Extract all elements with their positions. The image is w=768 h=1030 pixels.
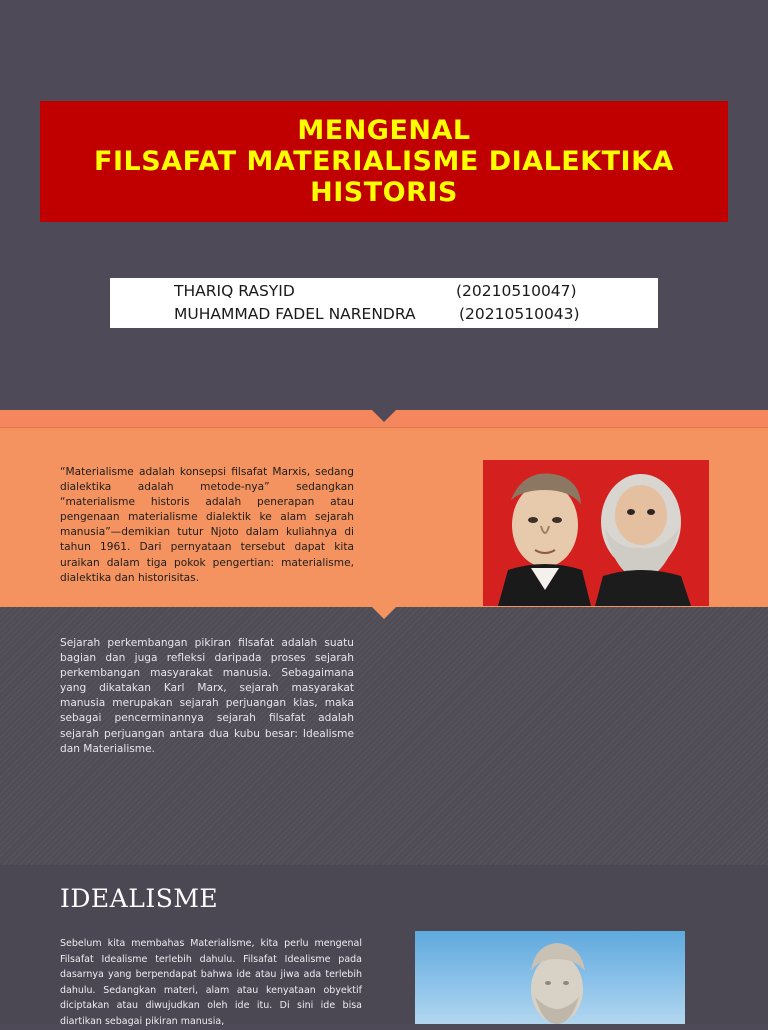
author-id: (20210510043) — [459, 305, 580, 323]
history-paragraph: Sejarah perkembangan pikiran filsafat adalah suatu bagian dan juga refleksi daripada proses sejarah perkembangan masyarakat manusia. Sebagaimana yang dikatakan Karl Marx, sejarah masyarakat manusia merupakan sejarah perjuangan klas, maka sebagai pencerminannya sejarah filsafat adalah sejarah perjuangan antara dua kubu besar: Idealisme dan Materialisme. — [60, 637, 354, 755]
author-name: THARIQ RASYID — [174, 282, 295, 300]
section-heading: IDEALISME — [60, 884, 219, 913]
title-banner — [40, 101, 728, 222]
slide-title — [0, 0, 768, 410]
philosophers-portrait-image — [483, 460, 709, 606]
authors-box — [110, 278, 658, 328]
statue-illustration — [415, 931, 685, 1024]
author-id: (20210510047) — [456, 282, 577, 300]
title-line-3: HISTORIS — [310, 177, 458, 208]
title-line-2: FILSAFAT MATERIALISME DIALEKTIKA — [94, 146, 674, 177]
statue-photo — [415, 931, 685, 1024]
divider-notch — [372, 410, 396, 422]
author-row-1 — [174, 282, 577, 300]
author-name: MUHAMMAD FADEL NARENDRA — [174, 305, 416, 323]
author-row-2 — [174, 305, 580, 323]
quote-paragraph: “Materialisme adalah konsepsi filsafat Marxis, sedang dialektika adalah metode-nya” sedangkan “materialisme historis adalah penerapan atau pengenaan materialisme dialektik ke alam sejarah manusia”—demikian tutur Njoto dalam kuliahnya di tahun 1961. Dari pernyataan tersebut dapat kita uraikan dalam tiga pokok pengertian: materialisme, dialektika dan historisitas. — [60, 466, 354, 584]
portrait-illustration — [483, 460, 709, 606]
idealisme-paragraph: Sebelum kita membahas Materialisme, kita perlu mengenal Filsafat Idealisme terlebih dahulu. Filsafat Idealisme pada dasarnya yang berpendapat bahwa ide atau jiwa ada terlebih dahulu. Sedangkan materi, alam atau kenyataan obyektif diciptakan atau diwujudkan oleh ide itu. Di sini ide bisa diartikan sebagai pikiran manusia, — [60, 938, 362, 1027]
divider-notch — [372, 607, 396, 619]
title-line-1: MENGENAL — [297, 115, 471, 146]
